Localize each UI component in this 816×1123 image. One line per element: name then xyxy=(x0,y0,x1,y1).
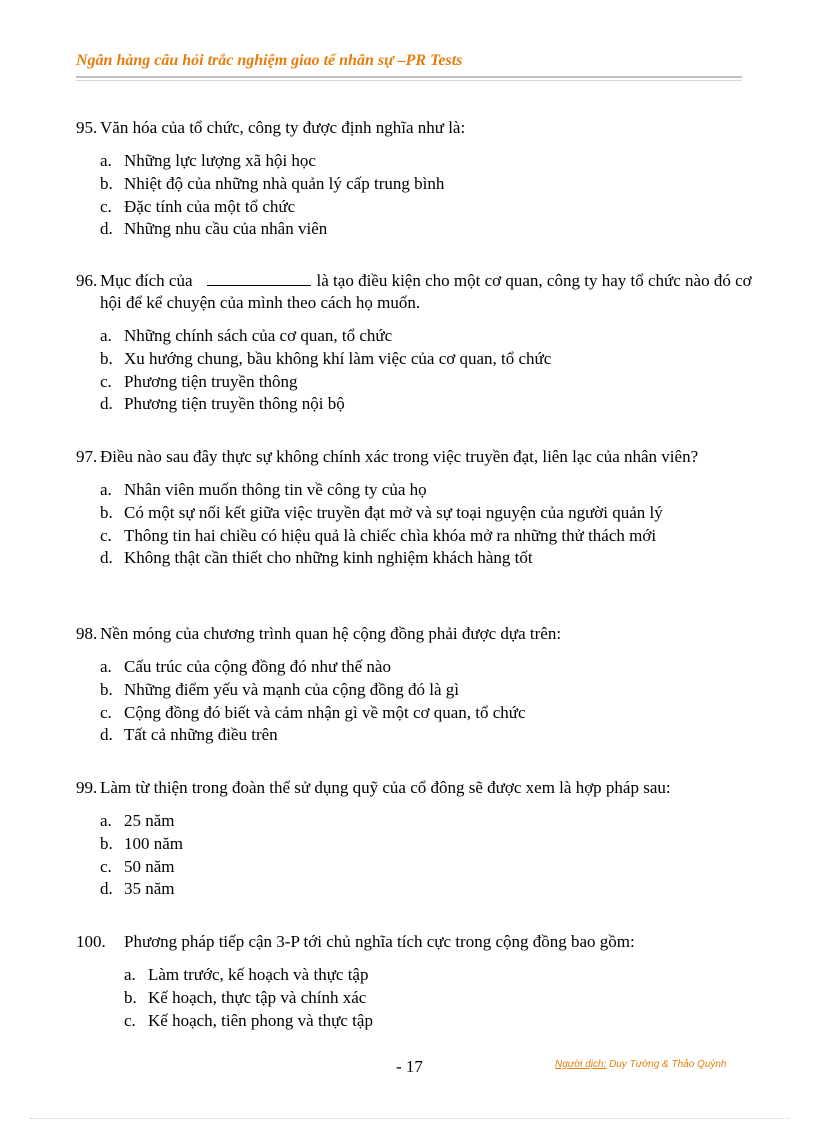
question-number: 100. xyxy=(76,932,106,951)
option-a: a. 25 năm xyxy=(100,811,175,830)
option-b: b. Kế hoạch, thực tập và chính xác xyxy=(124,987,367,1007)
question-number: 95. xyxy=(76,118,98,137)
option-d: d. Không thật cần thiết cho những kinh nghiệm khách hàng tốt xyxy=(100,548,533,568)
option-c: c. Phương tiện truyền thông xyxy=(100,371,298,391)
question-95 xyxy=(76,117,756,241)
option-a: a. Những chính sách của cơ quan, tổ chức xyxy=(100,326,393,345)
option-a: a. Làm trước, kế hoạch và thực tập xyxy=(124,965,369,984)
option-c: c. Thông tin hai chiều có hiệu quả là chiếc chìa khóa mở ra những thử thách mới xyxy=(100,525,657,545)
option-b: b. Có một sự nối kết giữa việc truyền đạt mở và sự toại nguyện của người quản lý xyxy=(100,502,663,522)
bottom-divider xyxy=(30,1118,790,1119)
option-b: b. Xu hướng chung, bầu không khí làm việc của cơ quan, tổ chức xyxy=(100,348,552,368)
option-d: d. Phương tiện truyền thông nội bộ xyxy=(100,394,345,414)
fill-in-blank xyxy=(207,271,311,286)
question-number: 96. xyxy=(76,271,98,290)
translator-credit: Người dịch: Duy Tường & Thảo Quỳnh xyxy=(555,1059,727,1070)
header-divider xyxy=(76,80,742,81)
option-a: a. Nhân viên muốn thông tin về công ty của họ xyxy=(100,480,427,499)
question-number: 99. xyxy=(76,778,98,797)
option-c: c. Cộng đồng đó biết và cảm nhận gì về một cơ quan, tổ chức xyxy=(100,702,526,722)
option-a: a. Cấu trúc của cộng đồng đó như thế nào xyxy=(100,657,391,676)
option-d: d. Những nhu cầu của nhân viên xyxy=(100,219,328,239)
option-c: c. 50 năm xyxy=(100,856,175,876)
question-text: Nền móng của chương trình quan hệ cộng đồng phải được dựa trên: xyxy=(100,624,562,643)
option-c: c. Kế hoạch, tiên phong và thực tập xyxy=(124,1010,373,1030)
option-b: b. Nhiệt độ của những nhà quản lý cấp trung bình xyxy=(100,173,445,193)
question-text: Mục đích của là tạo điều kiện cho một cơ quan, công ty hay tổ chức nào đó cơ hội để kể chuyện của mình theo cách họ muốn. xyxy=(100,271,752,312)
question-text: Phương pháp tiếp cận 3-P tới chủ nghĩa tích cực trong cộng đồng bao gồm: xyxy=(124,932,635,951)
question-text: Làm từ thiện trong đoàn thể sử dụng quỹ của cổ đông sẽ được xem là hợp pháp sau: xyxy=(100,778,671,797)
question-99 xyxy=(76,777,756,901)
question-98 xyxy=(76,623,756,747)
option-b: b. Những điểm yếu và mạnh của cộng đồng đó là gì xyxy=(100,679,459,699)
question-number: 97. xyxy=(76,447,98,466)
question-96 xyxy=(76,270,756,416)
question-100 xyxy=(76,931,756,1032)
question-number: 98. xyxy=(76,624,98,643)
option-b: b. 100 năm xyxy=(100,833,184,853)
question-97 xyxy=(76,446,756,570)
option-a: a. Những lực lượng xã hội học xyxy=(100,151,316,170)
option-d: d. 35 năm xyxy=(100,879,175,899)
option-d: d. Tất cả những điều trên xyxy=(100,725,278,745)
page-number: - 17 xyxy=(396,1057,423,1076)
page-header: Ngân hàng câu hỏi trắc nghiệm giao tế nhân sự –PR Tests xyxy=(76,52,742,78)
option-c: c. Đặc tính của một tổ chức xyxy=(100,196,296,216)
question-text: Điều nào sau đây thực sự không chính xác trong việc truyền đạt, liên lạc của nhân viên? xyxy=(100,447,699,466)
question-text: Văn hóa của tổ chức, công ty được định nghĩa như là: xyxy=(100,118,466,137)
